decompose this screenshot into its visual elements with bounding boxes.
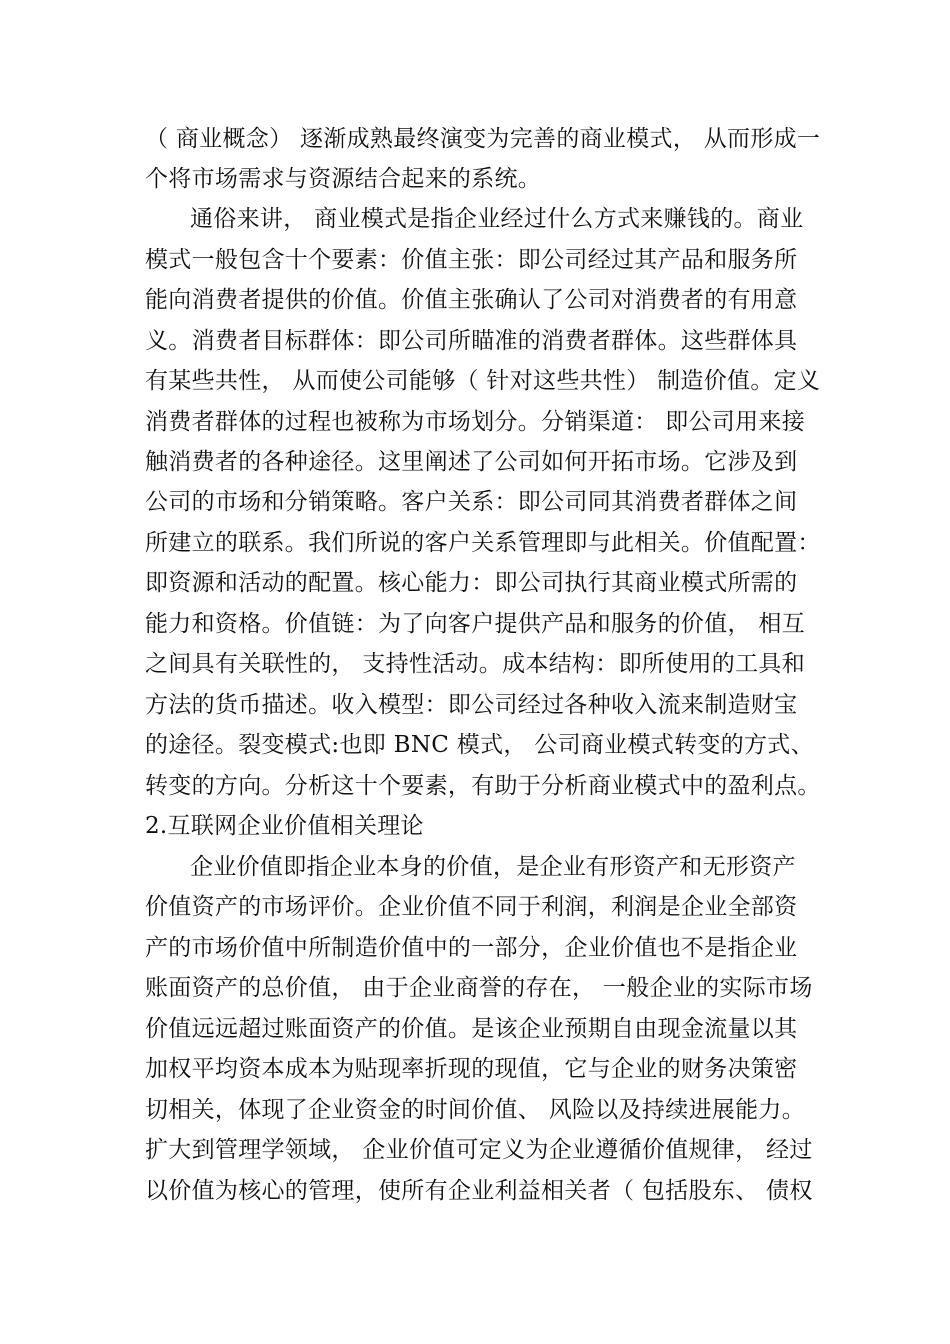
- text-line: 义。消费者目标群体：即公司所瞄准的消费者群体。这些群体具: [145, 328, 798, 354]
- text-line: 扩大到管理学领域， 企业价值可定义为企业遵循价值规律， 经过: [145, 1137, 813, 1163]
- text-line: 转变的方向。分析这十个要素，有助于分析商业模式中的盈利点。: [145, 773, 821, 799]
- text-line: 账面资产的总价值， 由于企业商誉的存在， 一般企业的实际市场: [145, 975, 813, 1001]
- text-line: 加权平均资本成本为贴现率折现的现值，它与企业的财务决策密: [145, 1056, 798, 1082]
- text-line: （ 商业概念） 逐渐成熟最终演变为完善的商业模式， 从而形成一: [145, 126, 821, 152]
- section-heading: 2.互联网企业价值相关理论: [145, 813, 424, 839]
- text-line: 模式一般包含十个要素：价值主张：即公司经过其产品和服务所: [145, 247, 798, 273]
- text-line: 即资源和活动的配置。核心能力：即公司执行其商业模式所需的: [145, 570, 798, 596]
- text-line: 产的市场价值中所制造价值中的一部分，企业价值也不是指企业: [145, 935, 798, 961]
- text-line: 消费者群体的过程也被称为市场划分。分销渠道： 即公司用来接: [145, 409, 806, 435]
- text-line: 方法的货币描述。收入模型：即公司经过各种收入流来制造财宝: [145, 692, 798, 718]
- text-line: 价值远远超过账面资产的价值。是该企业预期自由现金流量以其: [145, 1016, 798, 1042]
- text-line: 能力和资格。价值链：为了向客户提供产品和服务的价值， 相互: [145, 611, 806, 637]
- paragraph-start-line: 企业价值即指企业本身的价值，是企业有形资产和无形资产: [190, 854, 796, 880]
- text-line: 价值资产的市场评价。企业价值不同于利润，利润是企业全部资: [145, 894, 798, 920]
- text-line: 所建立的联系。我们所说的客户关系管理即与此相关。价值配置：: [145, 530, 821, 556]
- text-line: 切相关，体现了企业资金的时间价值、 风险以及持续进展能力。: [145, 1097, 806, 1123]
- text-line: 以价值为核心的管理，使所有企业利益相关者（ 包括股东、 债权: [145, 1178, 813, 1204]
- text-line: 能向消费者提供的价值。价值主张确认了公司对消费者的有用意: [145, 287, 798, 313]
- text-line: 触消费者的各种途径。这里阐述了公司如何开拓市场。它涉及到: [145, 449, 798, 475]
- text-line: 之间具有关联性的， 支持性活动。成本结构：即所使用的工具和: [145, 651, 806, 677]
- text-line: 公司的市场和分销策略。客户关系：即公司同其消费者群体之间: [145, 489, 798, 515]
- text-line: 有某些共性， 从而使公司能够（ 针对这些共性） 制造价值。定义: [145, 368, 821, 394]
- text-line: 的途径。裂变模式:也即 BNC 模式， 公司商业模式转变的方式、: [145, 732, 814, 758]
- text-line: 个将市场需求与资源结合起来的系统。: [145, 166, 542, 192]
- paragraph-start-line: 通俗来讲， 商业模式是指企业经过什么方式来赚钱的。商业: [190, 206, 804, 232]
